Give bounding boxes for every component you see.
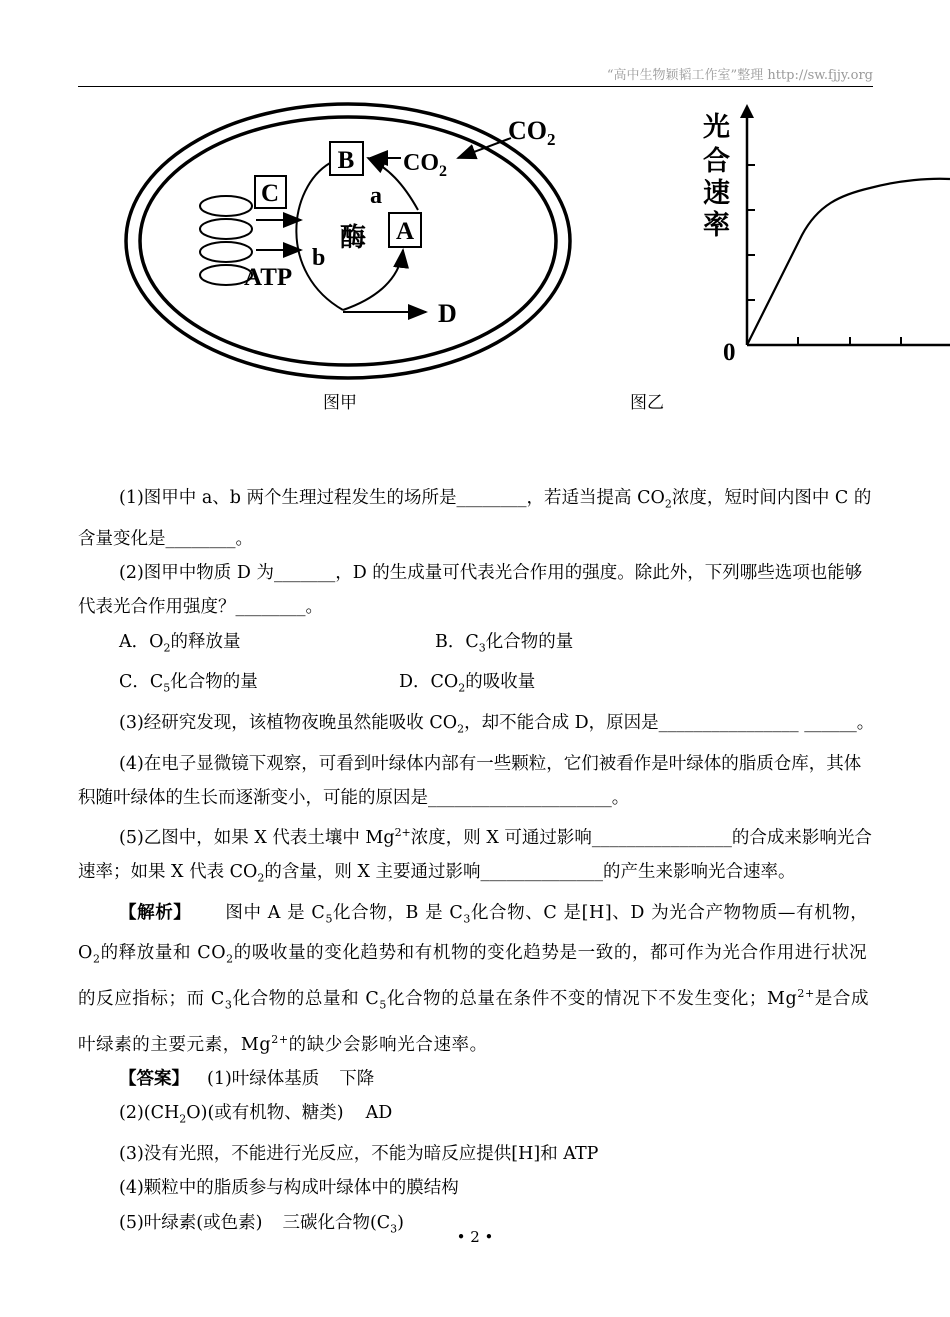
co2-outer-arrow (458, 138, 511, 158)
cycle-left-arc (296, 163, 343, 310)
figure-b-caption: 图乙 (630, 393, 664, 413)
question-body (78, 481, 878, 1246)
options-row-2: C．$C_5$化合物的量 D．$CO_2$的吸收量 (119, 672, 536, 695)
answer-5: (5)叶绿素(或色素) 三碳化合物$(C_3)$ (119, 1212, 404, 1236)
process-b-label: b (312, 245, 326, 271)
figure-a-caption: 图甲 (323, 393, 357, 413)
cycle-arrow-to-a (343, 250, 403, 310)
rate-curve (747, 179, 950, 345)
label-a: A (395, 218, 415, 245)
label-c: C (260, 180, 280, 207)
page-header: “高中生物颖韬工作室”整理 http://sw.fjjy.org (606, 68, 873, 83)
answer-3: (3)没有光照，不能进行光反应，不能为暗反应提供[H]和 ATP (119, 1144, 599, 1165)
co2-inner-label: $CO_2$ (403, 150, 447, 180)
enzyme-label: 酶 (340, 223, 367, 253)
answer-1: 【答案】 (1)叶绿体基质 下降 (119, 1068, 375, 1089)
answer-2: $(2)(CH_2O)$(或有机物、糖类) AD (119, 1103, 393, 1126)
question-1: (1)图甲中 a、b 两个生理过程发生的场所是________，若适当提高 $CO_2$浓度，短时间内图中 C 的含量变化是________。 (78, 488, 872, 549)
figure-b-rate-chart (700, 100, 950, 370)
question-2: (2)图甲中物质 D 为_______，D 的生成量可代表光合作用的强度。除此外，下列哪些选项也能够代表光合作用强度？________。 (78, 563, 863, 618)
label-d: D (438, 299, 457, 328)
origin-label: 0 (723, 339, 736, 366)
page-number: • 2 • (456, 1228, 494, 1246)
question-4: (4)在电子显微镜下观察，可看到叶绿体内部有一些颗粒，它们被看作是叶绿体的脂质仓库，其体积随叶绿体的生长而逐渐变小，可能的原因是_____________________。 (78, 754, 862, 809)
options-row-1: A．$O_2$的释放量 B．$C_3$化合物的量 (119, 631, 574, 655)
figure-a-chloroplast-diagram (118, 98, 578, 388)
answer-4: (4)颗粒中的脂质参与构成叶绿体中的膜结构 (119, 1178, 459, 1199)
header-rule (78, 86, 873, 87)
atp-label: ATP (244, 264, 293, 291)
process-a-label: a (370, 183, 382, 209)
analysis: 【解析】 图中 A 是 $C_5$化合物，B 是 $C_3$化合物、C 是[H]、D 为光合产物物质—有机物，$O_2$的释放量和 $CO_2$的吸收量的变化趋势和有机物的变化趋势是一致的，都可作为光合作用进行状况的反应指标；而 $C_3$化合物的总量和 $C_5$化合物的总量在条件不变的情况下不发生变化；$Mg^{2+}$是合成叶绿素的主要元素，$Mg^{2+}$的缺少会影响光合速率。 (78, 902, 870, 1055)
y-axis-label: 光 合 速 率 (703, 112, 730, 241)
label-b: B (337, 147, 355, 174)
question-3: (3)经研究发现，该植物夜晚虽然能吸收 $CO_2$，却不能合成 D，原因是________________ ______。 (119, 713, 875, 736)
co2-outer-label: $CO_2$ (508, 116, 556, 149)
question-5: (5)乙图中，如果 X 代表土壤中 $Mg^{2+}$浓度，则 X 可通过影响________________的合成来影响光合速率；如果 X 代表 $CO_2$的含量，则 X 主要通过影响______________的产生来影响光合速率。 (78, 825, 872, 885)
